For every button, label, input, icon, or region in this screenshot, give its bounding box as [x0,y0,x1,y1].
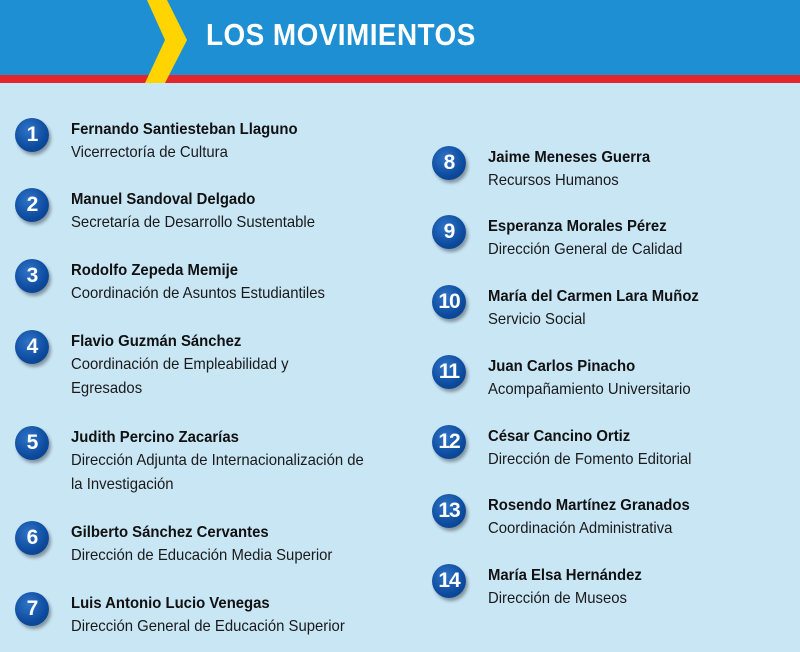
person-role: Coordinación Administrativa [488,520,673,537]
person-role: Vicerrectoría de Cultura [71,144,228,161]
yellow-chevron-icon [143,0,189,83]
number-badge: 5 [15,426,49,460]
number-badge: 6 [15,521,49,555]
page-title: LOS MOVIMIENTOS [206,17,476,52]
number-badge: 3 [15,259,49,293]
person-role: Dirección Adjunta de Internacionalización de la Investigación [71,452,364,493]
number-badge: 7 [15,592,49,626]
person-name: Gilberto Sánchez Cervantes [71,524,269,541]
person-role: Secretaría de Desarrollo Sustentable [71,214,316,231]
person-role: Dirección General de Calidad [488,241,683,258]
person-name: Judith Percino Zacarías [71,429,239,446]
person-role: Dirección de Educación Media Superior [71,547,333,564]
person-name: Manuel Sandoval Delgado [71,191,256,208]
person-role: Recursos Humanos [488,172,619,189]
number-badge: 1 [15,118,49,152]
person-name: María Elsa Hernández [488,567,642,584]
person-role: Coordinación de Empleabilidad y Egresados [71,356,289,397]
person-name: Jaime Meneses Guerra [488,149,651,166]
person-role: Dirección de Museos [488,590,627,607]
number-badge: 2 [15,188,49,222]
header-red-stripe [0,75,800,83]
number-badge: 8 [432,146,466,180]
person-name: Rosendo Martínez Granados [488,497,690,514]
person-name: Rodolfo Zepeda Memije [71,262,239,279]
person-role: Coordinación de Asuntos Estudiantiles [71,285,325,302]
person-role: Dirección de Fomento Editorial [488,451,692,468]
person-name: Esperanza Morales Pérez [488,218,667,235]
number-badge: 10 [432,285,466,319]
number-badge: 12 [432,425,466,459]
number-badge: 13 [432,494,466,528]
person-name: Juan Carlos Pinacho [488,358,636,375]
person-role: Acompañamiento Universitario [488,381,691,398]
person-name: Flavio Guzmán Sánchez [71,333,242,350]
person-role: Dirección General de Educación Superior [71,618,345,635]
person-name: Fernando Santiesteban Llaguno [71,121,298,138]
person-name: César Cancino Ortiz [488,428,631,445]
number-badge: 4 [15,330,49,364]
number-badge: 9 [432,215,466,249]
number-badge: 14 [432,564,466,598]
person-name: María del Carmen Lara Muñoz [488,288,699,305]
person-name: Luis Antonio Lucio Venegas [71,595,270,612]
number-badge: 11 [432,355,466,389]
person-role: Servicio Social [488,311,586,328]
